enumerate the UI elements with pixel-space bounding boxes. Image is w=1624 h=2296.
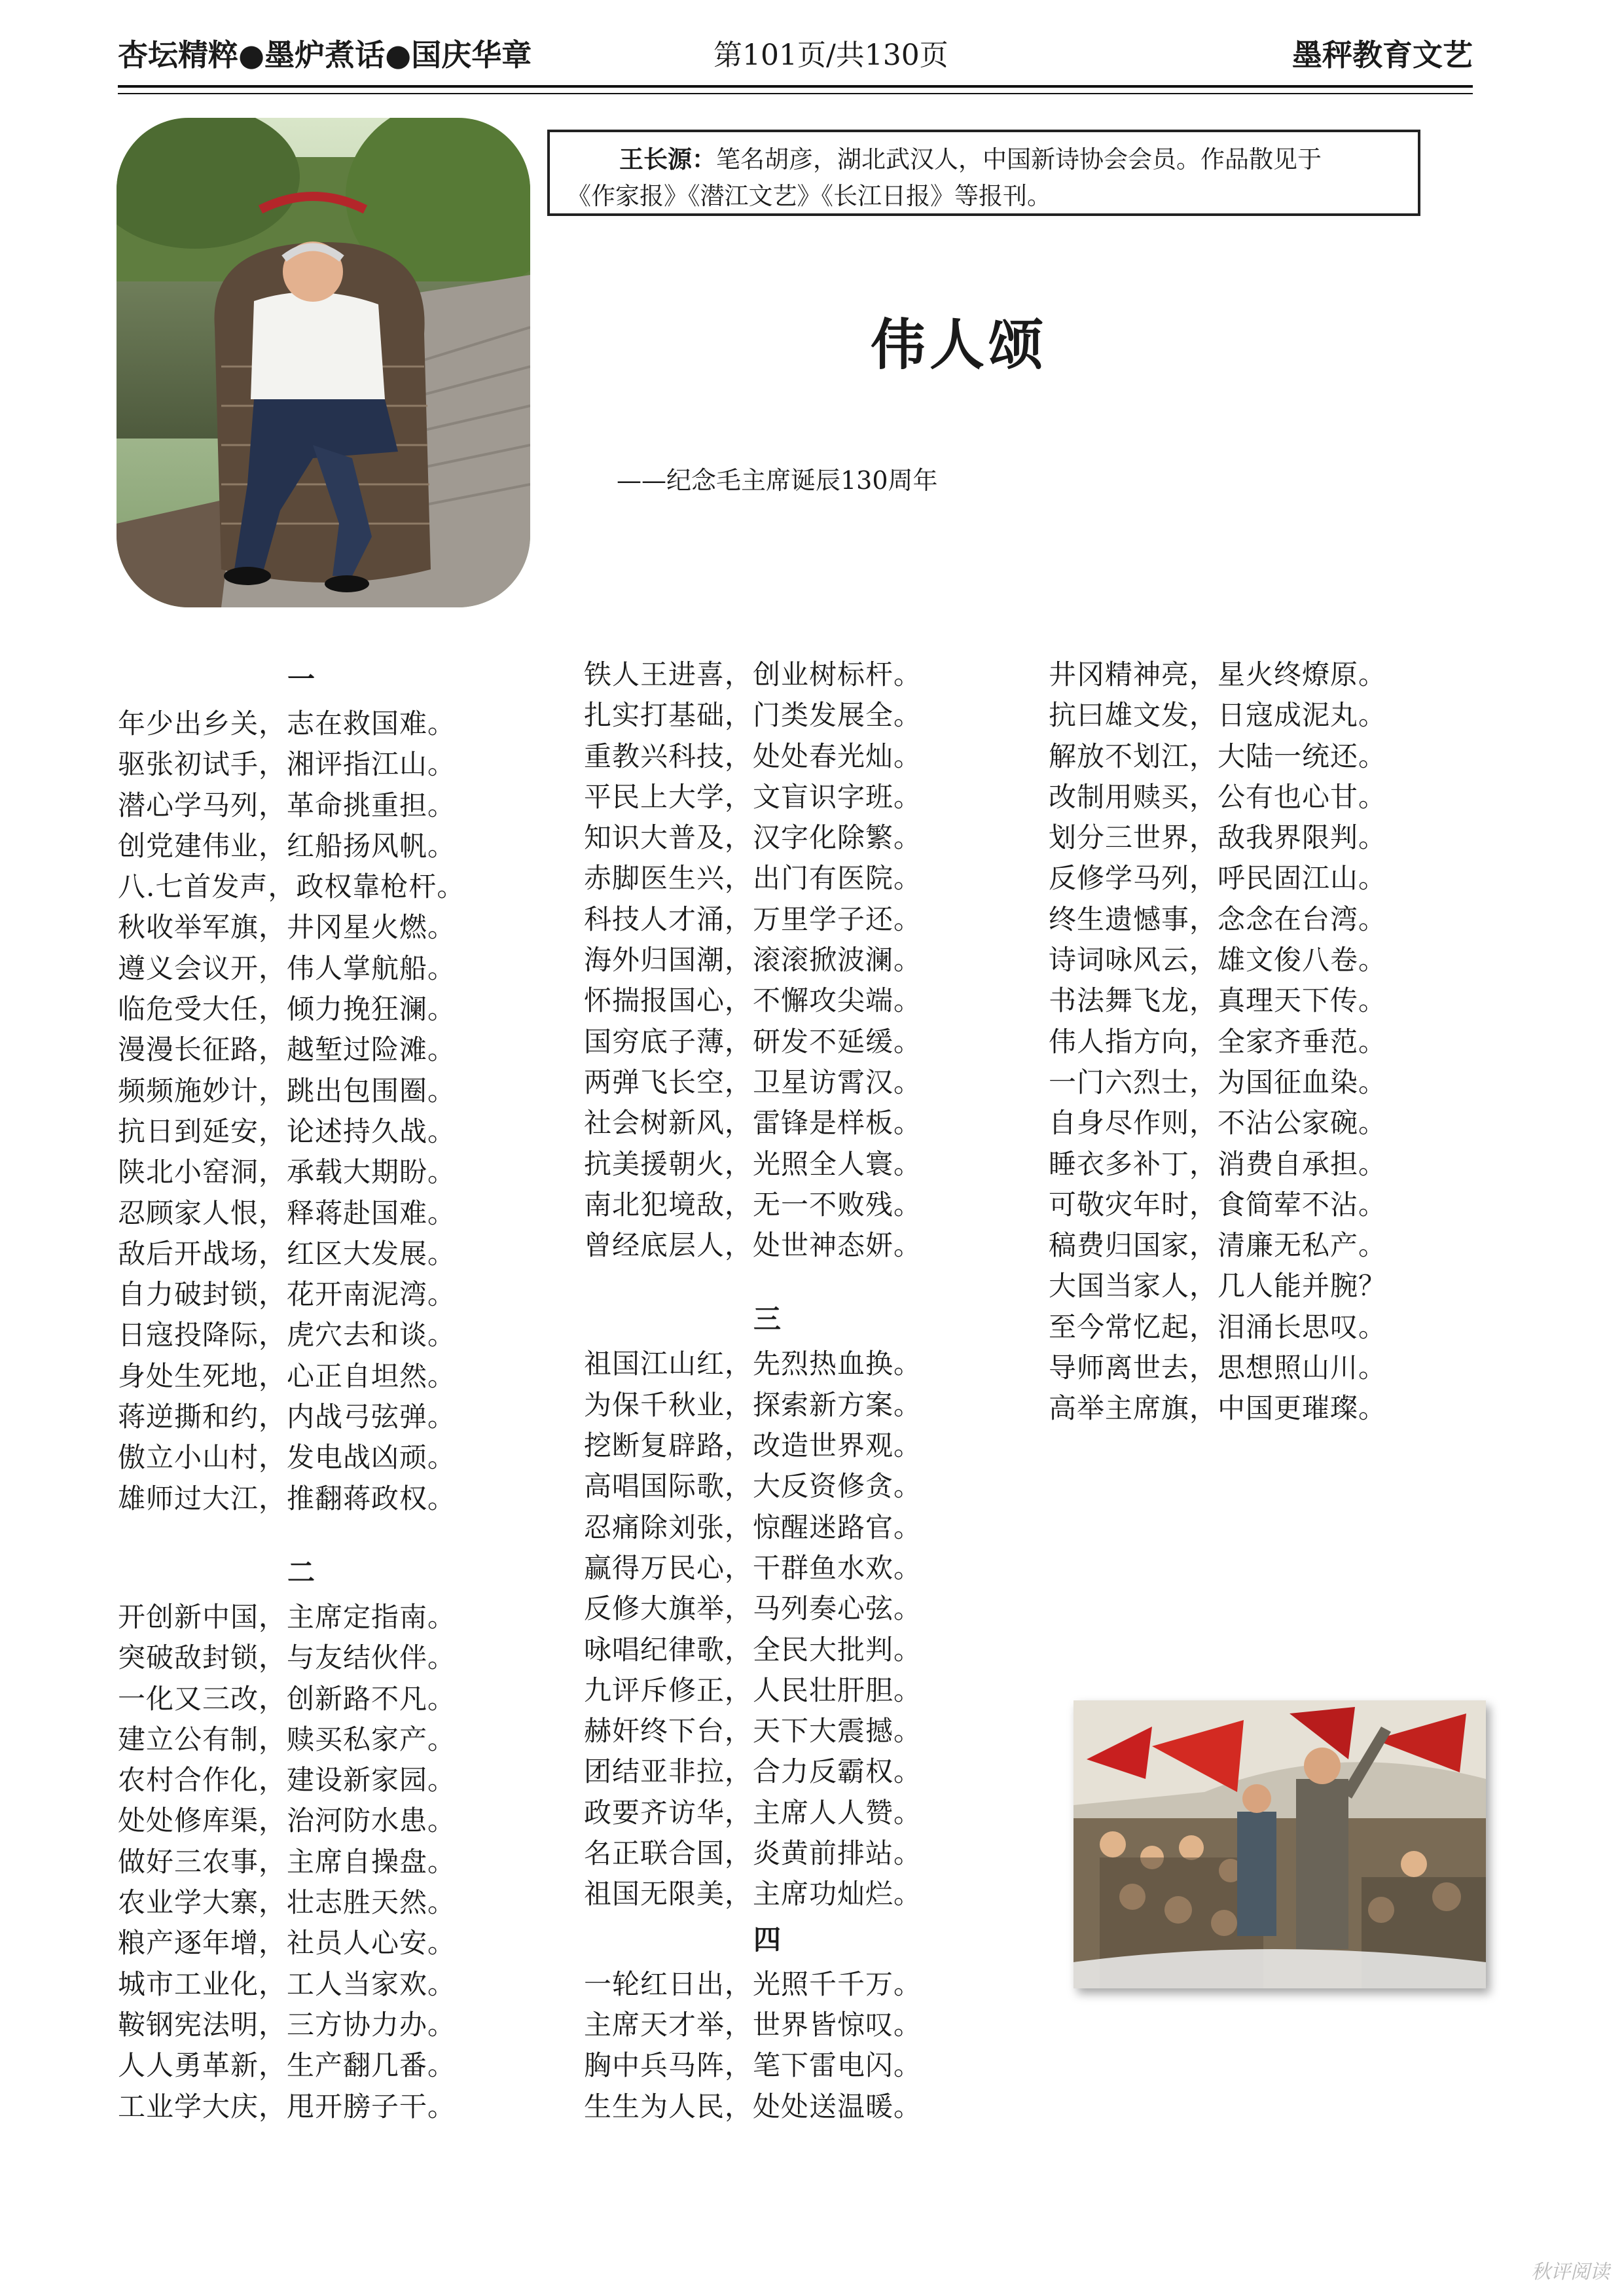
author-name: 王长源：: [619, 145, 716, 173]
poem-line: 自力破封锁，花开南泥湾。: [118, 1278, 456, 1311]
author-bio-line-1: [567, 141, 1401, 178]
poem-line: 国穷底子薄，研发不延缓。: [584, 1025, 922, 1058]
poem-line: 遵义会议开，伟人掌航船。: [118, 952, 456, 984]
poem-line: 年少出乡关，志在救国难。: [118, 708, 456, 740]
poem-line: 建立公有制，赎买私家产。: [118, 1723, 456, 1755]
poem-line: 工业学大庆，甩开膀子干。: [118, 2090, 456, 2123]
poem-line: 祖国江山红，先烈热血换。: [584, 1348, 922, 1380]
poem-line: 团结亚非拉，合力反霸权。: [584, 1755, 922, 1788]
poem-line: 名正联合国，炎黄前排站。: [584, 1837, 922, 1870]
poem-line: 政要齐访华，主席人人赞。: [584, 1796, 922, 1829]
poem-line: 曾经底层人，处世神态妍。: [584, 1229, 922, 1262]
poem-line: 九评斥修正，人民壮肝胆。: [584, 1674, 922, 1706]
header-section-title: 杏坛精粹●墨炉煮话●国庆华章: [118, 37, 532, 73]
poem-line: 一门六烈士，为国征血染。: [1049, 1066, 1387, 1098]
poem-line: 人人勇革新，生产翻几番。: [118, 2049, 456, 2082]
poem-line: 做好三农事，主席自操盘。: [118, 1845, 456, 1878]
poem-line: 书法舞飞龙，真理天下传。: [1049, 984, 1387, 1017]
poem-line: 平民上大学，文盲识字班。: [584, 780, 922, 813]
author-portrait-image: [117, 118, 530, 607]
author-bio-line-2: 《作家报》《潜江文艺》《长江日报》等报刊。: [567, 182, 1051, 210]
page-number: 第101页/共130页: [713, 39, 948, 72]
poem-column-1: [118, 655, 550, 2127]
poem-line: 驱张初试手，湘评指江山。: [118, 748, 456, 781]
poem-line: 知识大普及，汉字化除繁。: [584, 821, 922, 854]
poem-section-heading: 三: [753, 1303, 781, 1336]
stanza-spacer: [118, 1519, 550, 1548]
poem-line: 祖国无限美，主席功灿烂。: [584, 1878, 922, 1910]
poem-line: 胸中兵马阵，笔下雷电闪。: [584, 2049, 922, 2082]
poem-line: 粮产逐年增，社员人心安。: [118, 1927, 456, 1960]
poem-line: 可敬灾年时，食简荤不沾。: [1049, 1188, 1387, 1221]
poem-line: 抗日到延安，论述持久战。: [118, 1115, 456, 1147]
poem-line: 反修大旗举，马列奏心弦。: [584, 1592, 922, 1625]
poem-line: 赢得万民心，干群鱼水欢。: [584, 1551, 922, 1584]
poem-line: 井冈精神亮，星火终燎原。: [1049, 658, 1387, 691]
poem-line: 高举主席旗，中国更璀璨。: [1049, 1392, 1387, 1425]
poem-line: 反修学马列，呼民固江山。: [1049, 862, 1387, 895]
poem-line: 日寇投降际，虎穴去和谈。: [118, 1319, 456, 1352]
poem-line: 傲立小山村，发电战凶顽。: [118, 1441, 456, 1474]
poem-line: 稿费归国家，清廉无私产。: [1049, 1229, 1387, 1262]
stanza-spacer: [584, 1266, 1016, 1295]
poem-line: 铁人王进喜，创业树标杆。: [584, 658, 922, 691]
poem-line: 高唱国际歌，大反资修贪。: [584, 1470, 922, 1503]
poem-line: 忍痛除刘张，惊醒迷路官。: [584, 1511, 922, 1543]
poem-line: 为保千秋业，探索新方案。: [584, 1388, 922, 1421]
poem-title: 伟人颂: [871, 313, 1048, 377]
poem-line: 鞍钢宪法明，三方协力办。: [118, 2008, 456, 2041]
poem-line: 敌后开战场，红区大发展。: [118, 1237, 456, 1270]
poem-section-heading: 二: [287, 1556, 315, 1588]
historical-painting-image: [1074, 1700, 1486, 1988]
poem-column-2: [584, 655, 1016, 2127]
poem-line: 自身尽作则，不沾公家碗。: [1049, 1107, 1387, 1139]
poem-line: 抗美援朝火，光照全人寰。: [584, 1147, 922, 1180]
poem-line: 农业学大寨，壮志胜天然。: [118, 1886, 456, 1919]
poem-line: 解放不划江，大陆一统还。: [1049, 740, 1387, 772]
author-bio-box: [547, 130, 1420, 216]
poem-line: 重教兴科技，处处春光灿。: [584, 740, 922, 772]
poem-line: 赫奸终下台，天下大震撼。: [584, 1715, 922, 1748]
poem-line: 诗词咏风云，雄文俊八卷。: [1049, 944, 1387, 977]
poem-line: 两弹飞长空，卫星访霄汉。: [584, 1066, 922, 1098]
poem-line: 蒋逆撕和约，内战弓弦弹。: [118, 1401, 456, 1433]
poem-line: 怀揣报国心，不懈攻尖端。: [584, 984, 922, 1017]
poem-line: 开创新中国，主席定指南。: [118, 1600, 456, 1633]
poem-line: 频频施妙计，跳出包围圈。: [118, 1074, 456, 1107]
poem-line: 临危受大任，倾力挽狂澜。: [118, 993, 456, 1026]
poem-line: 睡衣多补丁，消费自承担。: [1049, 1147, 1387, 1180]
poem-line: 改制用赎买，公有也心甘。: [1049, 780, 1387, 813]
poem-line: 海外归国潮，滚滚掀波澜。: [584, 944, 922, 977]
poem-line: 赤脚医生兴，出门有医院。: [584, 862, 922, 895]
poem-line: 一化又三改，创新路不凡。: [118, 1682, 456, 1715]
poem-line: 扎实打基础，门类发展全。: [584, 699, 922, 732]
poem-line: 处处修库渠，治河防水患。: [118, 1804, 456, 1837]
poem-line: 城市工业化，工人当家欢。: [118, 1967, 456, 2000]
poem-line: 科技人才涌，万里学子还。: [584, 903, 922, 935]
poem-line: 生生为人民，处处送温暖。: [584, 2090, 922, 2123]
poem-line: 划分三世界，敌我界限判。: [1049, 821, 1387, 854]
poem-line: 大国当家人，几人能并腕？: [1049, 1270, 1387, 1302]
poem-line: 农村合作化，建设新家园。: [118, 1764, 456, 1797]
poem-section-heading: 四: [753, 1923, 781, 1956]
author-bio-text-1: 笔名胡彦，湖北武汉人，中国新诗协会会员。作品散见于: [716, 145, 1322, 173]
poem-line: 导师离世去，思想照山川。: [1049, 1352, 1387, 1384]
poem-line: 八.七首发声，政权靠枪杆。: [118, 870, 465, 903]
publication-name: 墨秤教育文艺: [1292, 37, 1473, 73]
poem-line: 主席天才举，世界皆惊叹。: [584, 2008, 922, 2041]
poem-subtitle: ——纪念毛主席诞辰130周年: [617, 466, 938, 495]
header-rule-thick: [118, 85, 1473, 88]
poem-line: 陕北小窑洞，承载大期盼。: [118, 1156, 456, 1189]
poem-line: 社会树新风，雷锋是样板。: [584, 1107, 922, 1139]
poem-line: 创党建伟业，红船扬风帆。: [118, 829, 456, 862]
poem-section-heading: 一: [287, 663, 315, 695]
poem-line: 身处生死地，心正自坦然。: [118, 1359, 456, 1392]
poem-line: 至今常忆起，泪涌长思叹。: [1049, 1310, 1387, 1343]
poem-line: 抗曰雄文发，日寇成泥丸。: [1049, 699, 1387, 732]
poem-line: 南北犯境敌，无一不败残。: [584, 1188, 922, 1221]
header-rule-thin: [118, 93, 1473, 94]
poem-line: 秋收举军旗，井冈星火燃。: [118, 911, 456, 944]
poem-column-3: [1049, 655, 1481, 1429]
poem-line: 一轮红日出，光照千千万。: [584, 1967, 922, 2000]
poem-line: 漫漫长征路，越堑过险滩。: [118, 1033, 456, 1066]
poem-line: 咏唱纪律歌，全民大批判。: [584, 1633, 922, 1666]
poem-line: 伟人指方向，全家齐垂范。: [1049, 1025, 1387, 1058]
poem-line: 挖断复辟路，改造世界观。: [584, 1429, 922, 1462]
poem-line: 突破敌封锁，与友结伙伴。: [118, 1641, 456, 1674]
poem-line: 雄师过大江，推翻蒋政权。: [118, 1482, 456, 1515]
poem-line: 忍顾家人恨，释蒋赴国难。: [118, 1196, 456, 1229]
poem-line: 潜心学马列，革命挑重担。: [118, 789, 456, 821]
watermark-signature: 秋评阅读: [1531, 2261, 1610, 2284]
poem-line: 终生遗憾事，念念在台湾。: [1049, 903, 1387, 935]
page-header: [118, 31, 1473, 75]
